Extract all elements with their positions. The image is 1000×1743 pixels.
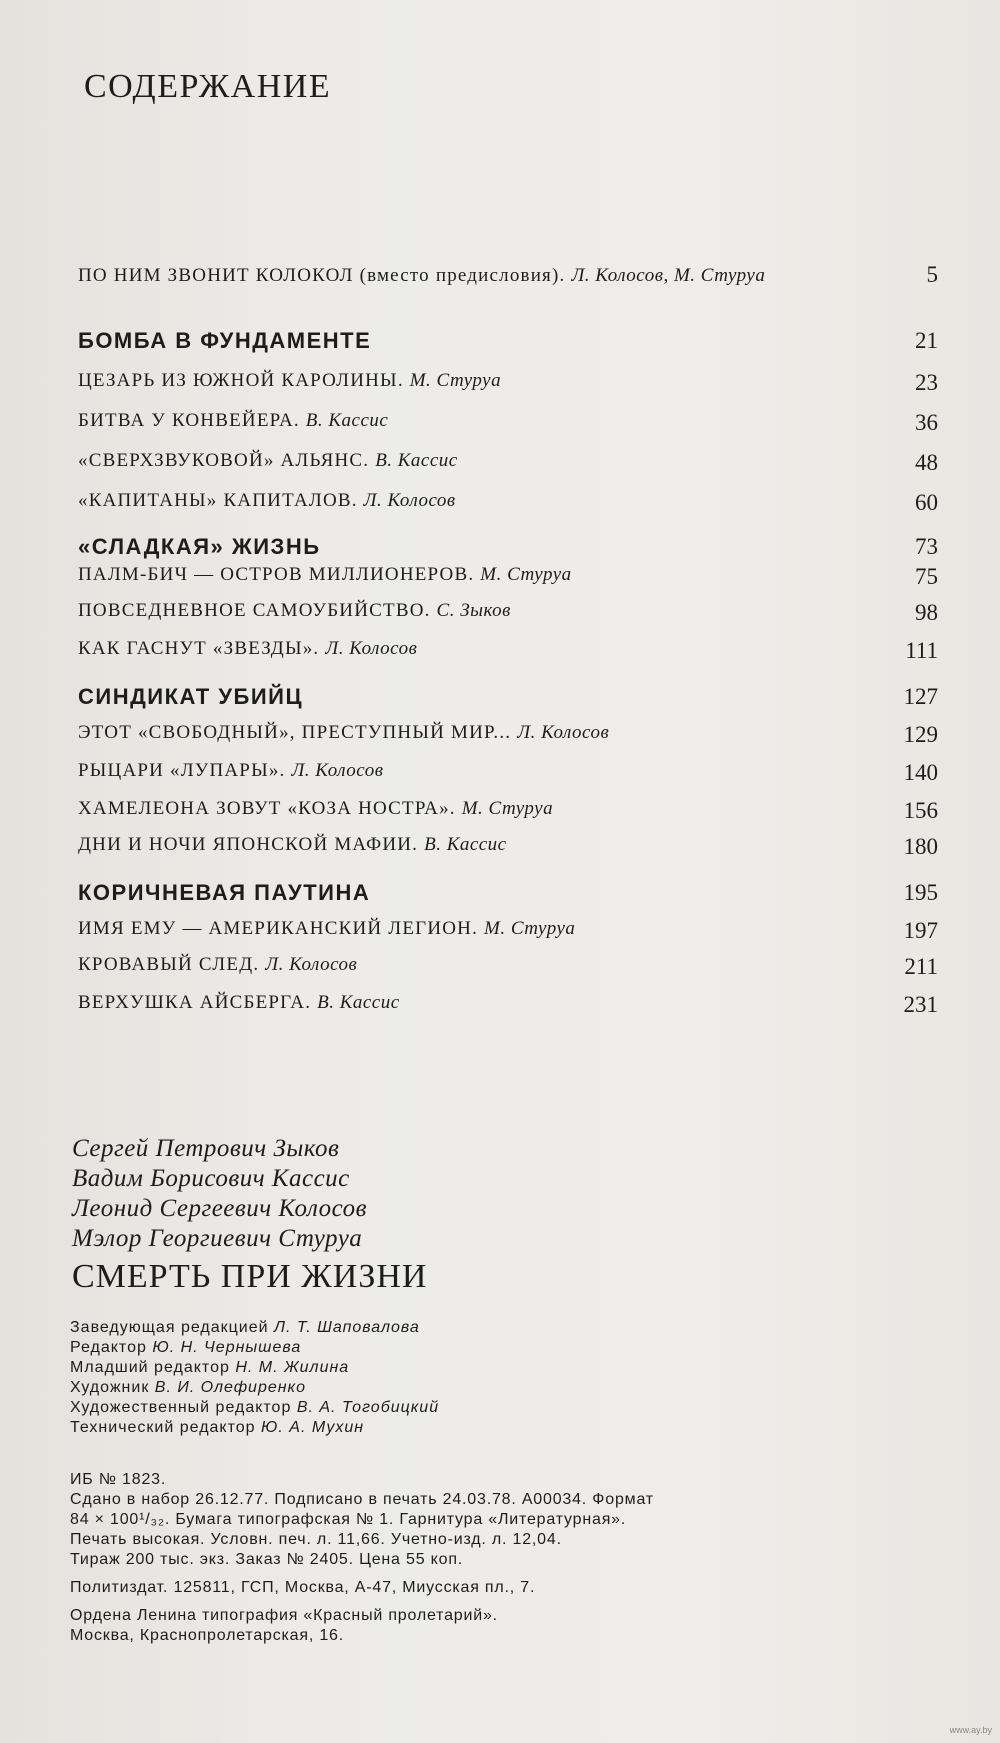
toc-entry [78,564,938,604]
toc-entry [78,262,938,302]
toc-entry-title: ЭТОТ «СВОБОДНЫЙ», ПРЕСТУПНЫЙ МИР... Л. Колосов [78,722,610,743]
author-name: Вадим Борисович Кассис [72,1165,350,1192]
toc-page-number: 21 [915,328,938,353]
toc-entry-author: С. Зыков [436,600,511,621]
toc-section [78,684,938,724]
author-list [72,1134,367,1254]
toc-entry [78,992,938,1032]
toc-entry-author: В. Кассис [305,410,389,431]
toc-page-number: 211 [904,954,938,979]
imprint-publisher: Политиздат. 125811, ГСП, Москва, А-47, Миусская пл., 7. [70,1579,536,1596]
toc-entry-author: Л. Колосов [325,638,418,659]
imprint-line: Сдано в набор 26.12.77. Подписано в печать 24.03.78. А00034. Формат [70,1491,654,1508]
toc-entry-author: М. Стуруа [409,370,502,391]
toc-section-title: КОРИЧНЕВАЯ ПАУТИНА [78,880,371,905]
toc-page-number: 180 [903,834,938,859]
toc-page-number: 75 [915,564,938,589]
author-name: Сергей Петрович Зыков [72,1135,340,1162]
toc-entry [78,490,938,530]
imprint-line: Тираж 200 тыс. экз. Заказ № 2405. Цена 55 коп. [70,1551,464,1568]
book-title: СМЕРТЬ ПРИ ЖИЗНИ [72,1258,428,1295]
toc-entry-author: Л. Колосов [291,760,384,781]
toc-entry [78,410,938,450]
toc-page-number: 231 [903,992,938,1017]
toc-page-number: 195 [903,880,938,905]
toc-entry-author: В. Кассис [424,834,507,855]
imprint-printer: Ордена Ленина типография «Красный пролетарий». [70,1607,498,1624]
toc-entry-author: В. Кассис [317,992,400,1013]
toc-page-number: 127 [903,684,938,709]
toc-page-number: 36 [915,410,938,435]
toc-entry-title: БИТВА У КОНВЕЙЕРА. В. Кассис [78,410,389,431]
imprint-ib: ИБ № 1823. [70,1471,167,1488]
toc-entry-title: РЫЦАРИ «ЛУПАРЫ». Л. Колосов [78,760,384,781]
toc-entry-author: Л. Колосов, М. Стуруа [571,265,766,286]
toc-entry-title: ХАМЕЛЕОНА ЗОВУТ «КОЗА НОСТРА». М. Стуруа [78,798,554,819]
credit-line: Редактор Ю. Н. Чернышева [70,1339,302,1356]
toc-entry [78,834,938,874]
toc-entry-title: КРОВАВЫЙ СЛЕД. Л. Колосов [78,954,358,975]
toc-entry-title: ПАЛМ-БИЧ — ОСТРОВ МИЛЛИОНЕРОВ. М. Стуруа [78,564,572,585]
toc-entry-author: М. Стуруа [461,798,554,819]
credit-line: Младший редактор Н. М. Жилина [70,1359,350,1376]
toc-page-number: 129 [903,722,938,747]
toc-section [78,880,938,920]
toc-entry [78,600,938,640]
toc-entry [78,722,938,762]
toc-entry-author: Л. Колосов [517,722,610,743]
toc-entry [78,798,938,838]
toc-page-number: 98 [915,600,938,625]
credit-line: Художник В. И. Олефиренко [70,1379,307,1396]
toc-entry-title: КАК ГАСНУТ «ЗВЕЗДЫ». Л. Колосов [78,638,418,659]
toc-entry-title: ИМЯ ЕМУ — АМЕРИКАНСКИЙ ЛЕГИОН. М. Стуруа [78,918,576,939]
toc-entry-title: «КАПИТАНЫ» КАПИТАЛОВ. Л. Колосов [78,490,456,511]
toc-section-title: БОМБА В ФУНДАМЕНТЕ [78,328,372,353]
toc-entry [78,638,938,678]
toc-entry [78,954,938,994]
toc-entry [78,450,938,490]
toc-page-number: 5 [926,262,938,287]
toc-entry [78,370,938,410]
credit-line: Художественный редактор В. А. Тогобицкий [70,1399,440,1416]
toc-page-number: 48 [915,450,938,475]
toc-entry-author: М. Стуруа [480,564,572,585]
toc-entry-title: ПОВСЕДНЕВНОЕ САМОУБИЙСТВО. С. Зыков [78,600,511,621]
toc-page-number: 140 [903,760,938,785]
toc-page-number: 23 [915,370,938,395]
toc-page-number: 60 [915,490,938,515]
credit-line: Заведующая редакцией Л. Т. Шаповалова [70,1319,420,1336]
toc-section-title: СИНДИКАТ УБИЙЦ [78,684,304,709]
toc-entry-author: Л. Колосов [363,490,456,511]
toc-section [78,328,938,368]
imprint-printer-address: Москва, Краснопролетарская, 16. [70,1627,344,1644]
toc-entry [78,760,938,800]
imprint-block [70,1470,944,1646]
editorial-credits [70,1318,439,1438]
toc-entry-title: «СВЕРХЗВУКОВОЙ» АЛЬЯНС. В. Кассис [78,450,458,471]
imprint-line: 84 × 100¹/₃₂. Бумага типографская № 1. Гарнитура «Литературная». [70,1511,627,1528]
credit-line: Технический редактор Ю. А. Мухин [70,1419,365,1436]
toc-entry-title: ПО НИМ ЗВОНИТ КОЛОКОЛ (вместо предисловия). Л. Колосов, М. Стуруа [78,265,766,286]
contents-heading: СОДЕРЖАНИЕ [84,68,332,105]
toc-entry-author: В. Кассис [375,450,458,471]
toc-entry-title: ВЕРХУШКА АЙСБЕРГА. В. Кассис [78,992,400,1013]
toc-entry [78,918,938,958]
author-name: Мэлор Георгиевич Стуруа [72,1225,363,1252]
toc-page-number: 197 [903,918,938,943]
toc-entry-title: ЦЕЗАРЬ ИЗ ЮЖНОЙ КАРОЛИНЫ. М. Стуруа [78,370,502,391]
watermark: www.ay.by [949,1725,992,1735]
toc-page-number: 73 [915,534,938,559]
imprint-line: Печать высокая. Условн. печ. л. 11,66. Учетно-изд. л. 12,04. [70,1531,562,1548]
toc-entry-title: ДНИ И НОЧИ ЯПОНСКОЙ МАФИИ. В. Кассис [78,834,507,855]
toc-page-number: 156 [903,798,938,823]
toc-section-title: «СЛАДКАЯ» ЖИЗНЬ [78,534,321,559]
toc-page-number: 111 [905,638,938,663]
author-name: Леонид Сергеевич Колосов [72,1195,367,1222]
toc-entry-author: М. Стуруа [484,918,576,939]
toc-entry-author: Л. Колосов [265,954,358,975]
